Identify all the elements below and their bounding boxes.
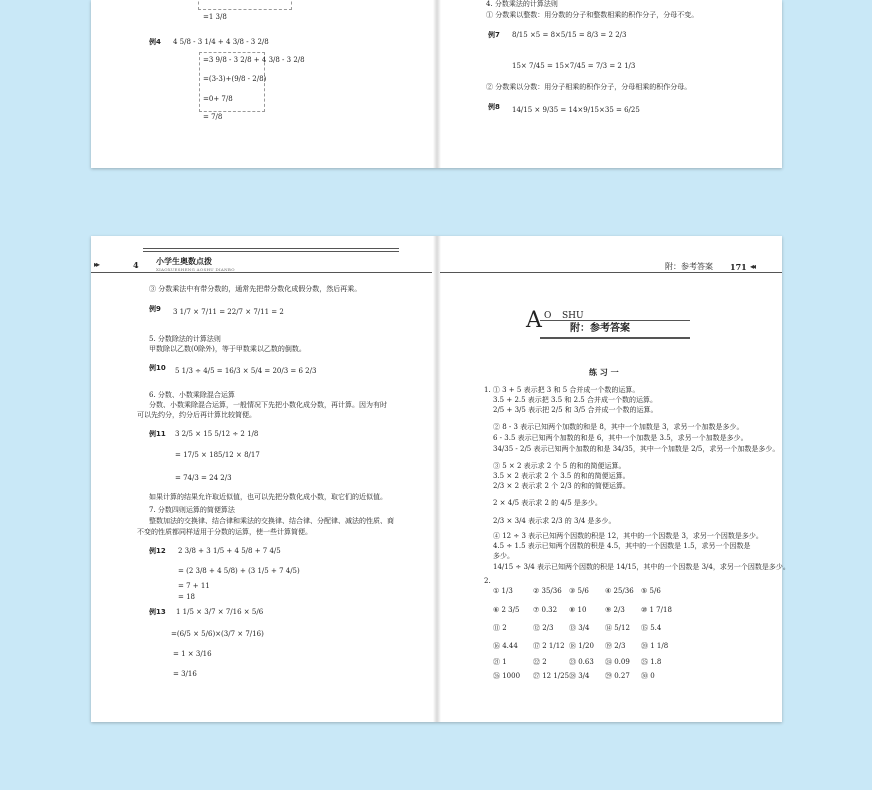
example-4-label: 例4	[149, 38, 161, 46]
answer-line: 3.5 × 2 表示求 2 个 3.5 的和的简便运算。	[493, 472, 630, 480]
example-4-step: =3 9/8 - 3 2/8 + 4 3/8 - 3 2/8	[203, 56, 305, 64]
logo-shu: SHU	[562, 311, 584, 321]
example-7-line: 8/15 ×5 = 8×5/15 = 8/3 = 2 2/3	[512, 31, 627, 39]
example-8-label: 例8	[488, 103, 500, 111]
answer-cell: ④ 25/36	[605, 587, 634, 595]
answer-cell: ⑭ 5/12	[605, 624, 630, 632]
logo-o: O	[544, 311, 552, 321]
answer-line: ④ 12 ÷ 3 表示已知两个因数的积是 12，其中的一个因数是 3，求另一个因数是多少。	[493, 532, 763, 540]
answer-cell: ⑩ 1 7/18	[641, 606, 672, 614]
logo-letter: A	[526, 308, 542, 333]
question-2-label: 2.	[484, 577, 491, 585]
answer-cell: ③ 5/6	[569, 587, 589, 595]
example-11-line: = 74/3 = 24 2/3	[175, 474, 232, 482]
example-8-line: 14/15 × 9/35 = 14×9/15×35 = 6/25	[512, 106, 640, 114]
example-13-line: 1 1/5 × 3/7 × 7/16 × 5/6	[176, 608, 264, 616]
answer-cell: ⑫ 2/3	[533, 624, 554, 632]
paragraph: 不变的性质都同样适用于分数的运算，使一些计算简便。	[137, 528, 312, 536]
answer-cell: ⑯ 4.44	[493, 642, 518, 650]
bottom-left-page	[91, 236, 432, 722]
answer-cell: ⑤ 5/6	[641, 587, 661, 595]
header-rule	[143, 248, 399, 249]
answer-cell: ㉘ 3/4	[569, 672, 590, 680]
answer-line: 2/5 + 3/5 表示把 2/5 和 3/5 合并成一个数的运算。	[493, 406, 658, 414]
answer-cell: ⑰ 2 1/12	[533, 642, 565, 650]
answer-line: 多少。	[493, 552, 514, 560]
answer-cell: ⑪ 2	[493, 624, 507, 632]
header-book-title: 小学生奥数点拨	[156, 257, 212, 266]
example-7-label: 例7	[488, 31, 500, 39]
paragraph: 分数、小数乘除混合运算，一般情况下先把小数化成分数，再计算。因为有时	[149, 401, 387, 409]
header-page-number: 4	[133, 260, 139, 270]
answer-cell: ⑳ 1 1/8	[641, 642, 669, 650]
bottom-spread	[91, 236, 790, 722]
example-12-line: = (2 3/8 + 4 5/8) + (3 1/5 + 7 4/5)	[178, 567, 300, 575]
dashed-box	[198, 0, 292, 10]
example-13-line: = 3/16	[173, 670, 197, 678]
logo-rule	[540, 337, 690, 339]
header-pinyin: XIAOXUESHENG AOSHU DIANBO	[156, 267, 235, 272]
top-right-page	[440, 0, 782, 168]
answer-line: 2/3 × 2 表示求 2 个 2/3 的和的简便运算。	[493, 482, 630, 490]
example-13-label: 例13	[149, 608, 166, 616]
answer-cell: ① 1/3	[493, 587, 513, 595]
example-11-line: 3 2/5 × 15 5/12 ÷ 2 1/8	[175, 430, 259, 438]
answer-cell: ⑲ 2/3	[605, 642, 626, 650]
example-12-label: 例12	[149, 547, 166, 555]
answer-cell: ㉖ 1000	[493, 672, 521, 680]
answer-cell: ⑬ 3/4	[569, 624, 590, 632]
header-rule	[91, 272, 432, 273]
answer-cell: ⑦ 0.32	[533, 606, 558, 614]
answers-title: 附：参考答案	[570, 323, 630, 334]
section-heading: 6. 分数、小数乘除混合运算	[149, 391, 235, 399]
example-9-label: 例9	[149, 305, 161, 313]
example-10-label: 例10	[149, 364, 166, 372]
answer-cell: ㉓ 0.63	[569, 658, 594, 666]
answer-cell: ㉑ 1	[493, 658, 507, 666]
answer-cell: ㉙ 0.27	[605, 672, 630, 680]
answer-line: 6 - 3.5 表示已知两个加数的和是 6，其中一个加数是 3.5，求另一个加数是多少。	[493, 434, 748, 442]
header-page-number: 171	[730, 262, 747, 272]
header-arrow-icon: ▸▸	[94, 260, 99, 269]
practice-title: 练 习 一	[589, 368, 619, 377]
example-4-problem: 4 5/8 - 3 1/4 + 4 3/8 - 3 2/8	[173, 38, 269, 46]
section-heading: 4. 分数乘法的计算法则	[486, 0, 558, 8]
paragraph: ③ 分数乘法中有带分数的，通常先把带分数化成假分数，然后再乘。	[149, 285, 362, 293]
bottom-right-page	[440, 236, 790, 722]
example-12-line: = 7 + 11	[178, 582, 210, 590]
example-10-expr: 5 1/3 ÷ 4/5 = 16/3 × 5/4 = 20/3 = 6 2/3	[175, 367, 317, 375]
answer-line: 2 × 4/5 表示求 2 的 4/5 是多少。	[493, 499, 602, 507]
answer-line: 4.5 ÷ 1.5 表示已知两个因数的积是 4.5，其中的一个因数是 1.5，求另一个因数是	[493, 542, 751, 550]
top-left-page	[91, 0, 432, 168]
example-12-line: = 18	[178, 593, 195, 601]
header-rule	[143, 251, 399, 252]
header-arrow-icon: ◂◂	[750, 262, 755, 271]
header-section: 附：参考答案	[665, 262, 713, 271]
paragraph: 整数加法的交换律、结合律和乘法的交换律、结合律、分配律、减法的性质、商	[149, 517, 394, 525]
logo-rule	[540, 320, 690, 321]
section-heading: 7. 分数四则运算的简便算法	[149, 506, 235, 514]
answer-cell: ② 35/36	[533, 587, 562, 595]
answer-cell: ㉚ 0	[641, 672, 655, 680]
answer-cell: ⑧ 10	[569, 606, 587, 614]
partial-step: =1 3/8	[203, 13, 227, 21]
example-13-line: = 1 × 3/16	[173, 650, 212, 658]
answer-line: 34/35 - 2/5 表示已知两个加数的和是 34/35，其中一个加数是 2/5，求另一个加数是多少。	[493, 445, 780, 453]
example-12-line: 2 3/8 + 3 1/5 + 4 5/8 + 7 4/5	[178, 547, 281, 555]
answer-cell: ㉔ 0.09	[605, 658, 630, 666]
paragraph: 如果计算的结果允许取近似值，也可以先把分数化成小数，取它们的近似值。	[149, 493, 387, 501]
rule-text: ② 分数乘以分数：用分子相乘的积作分子，分母相乘的积作分母。	[486, 83, 692, 91]
example-4-step: =0+ 7/8	[203, 95, 233, 103]
paragraph: 可以先约分，约分后再计算比较简便。	[137, 411, 256, 419]
answer-line: 3.5 + 2.5 表示把 3.5 和 2.5 合并成一个数的运算。	[493, 396, 657, 404]
example-9-expr: 3 1/7 × 7/11 = 22/7 × 7/11 = 2	[173, 308, 284, 316]
top-spread	[91, 0, 782, 168]
example-11-label: 例11	[149, 430, 166, 438]
example-7-line: 15× 7/45 = 15×7/45 = 7/3 = 2 1/3	[512, 62, 636, 70]
answer-line: 14/15 ÷ 3/4 表示已知两个因数的积是 14/15，其中的一个因数是 3/4，求另一个因数是多少。	[493, 563, 790, 571]
example-4-step: =(3-3)+(9/8 - 2/8)	[203, 75, 267, 83]
answer-line: 2/3 × 3/4 表示求 2/3 的 3/4 是多少。	[493, 517, 616, 525]
answer-line: 1. ① 3 + 5 表示把 3 和 5 合并成一个数的运算。	[484, 386, 640, 394]
answer-cell: ㉒ 2	[533, 658, 547, 666]
section-heading: 5. 分数除法的计算法则	[149, 335, 221, 343]
answer-line: ③ 5 × 2 表示求 2 个 5 的和的简便运算。	[493, 462, 626, 470]
answer-cell: ㉕ 1.8	[641, 658, 662, 666]
answer-cell: ㉗ 12 1/25	[533, 672, 570, 680]
answer-cell: ⑥ 2 3/5	[493, 606, 520, 614]
example-13-line: =(6/5 × 5/6)×(3/7 × 7/16)	[171, 630, 264, 638]
answer-line: ② 8 - 3 表示已知两个加数的和是 8，其中一个加数是 3，求另一个加数是多少。	[493, 423, 744, 431]
example-11-line: = 17/5 × 185/12 × 8/17	[175, 451, 260, 459]
paragraph: 甲数除以乙数(0除外)，等于甲数乘以乙数的倒数。	[149, 345, 306, 353]
answer-cell: ⑨ 2/3	[605, 606, 625, 614]
rule-text: ① 分数乘以整数：用分数的分子和整数相乘的积作分子，分母不变。	[486, 11, 699, 19]
example-4-step: = 7/8	[203, 113, 223, 121]
answer-cell: ⑱ 1/20	[569, 642, 594, 650]
answer-cell: ⑮ 5.4	[641, 624, 662, 632]
